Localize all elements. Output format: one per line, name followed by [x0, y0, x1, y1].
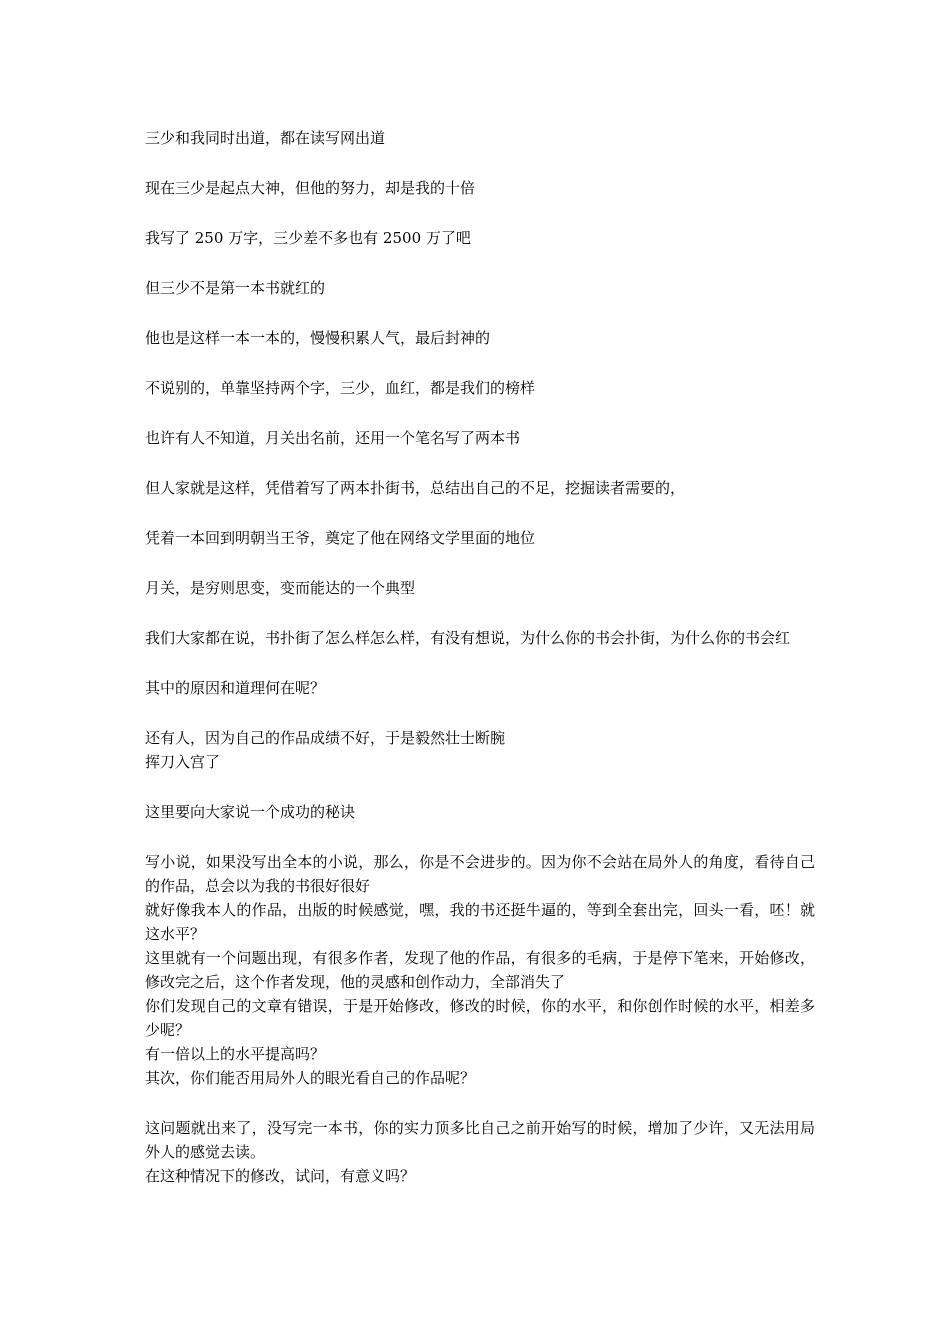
- text-line: 还有人，因为自己的作品成绩不好，于是毅然壮士断腕: [145, 729, 506, 747]
- text-line: 这问题就出来了，没写完一本书，你的实力顶多比自己之前开始写的时候，增加了少许，又无法用局外人的感觉去读。: [145, 1119, 815, 1161]
- text-line: 这里要向大家说一个成功的秘诀: [145, 803, 356, 821]
- paragraph: [145, 1116, 815, 1188]
- text-line: 其次，你们能否用局外人的眼光看自己的作品呢？: [145, 1069, 476, 1087]
- paragraph: [145, 800, 815, 824]
- text-line: 我写了 250 万字，三少差不多也有 2500 万了吧: [145, 229, 471, 247]
- text-line: 写小说，如果没写出全本的小说，那么，你是不会进步的。因为你不会站在局外人的角度，看待自己的作品，总会以为我的书很好很好: [145, 853, 815, 895]
- text-line: 现在三少是起点大神，但他的努力，却是我的十倍: [145, 179, 476, 197]
- paragraph: [145, 376, 815, 400]
- paragraph: [145, 576, 815, 600]
- paragraph: [145, 850, 815, 1090]
- text-line: 这里就有一个问题出现，有很多作者，发现了他的作品，有很多的毛病，于是停下笔来，开始修改，修改完之后，这个作者发现，他的灵感和创作动力，全部消失了: [145, 949, 815, 991]
- paragraph: [145, 276, 815, 300]
- text-line: 挥刀入宫了: [145, 753, 221, 771]
- paragraph: [145, 326, 815, 350]
- text-line: 就好像我本人的作品，出版的时候感觉，嘿，我的书还挺牛逼的，等到全套出完，回头一看，呸！就这水平？: [145, 901, 815, 943]
- text-line: 他也是这样一本一本的，慢慢积累人气，最后封神的: [145, 329, 491, 347]
- paragraph: [145, 676, 815, 700]
- text-line: 在这种情况下的修改，试问，有意义吗？: [145, 1167, 416, 1185]
- text-line: 其中的原因和道理何在呢？: [145, 679, 326, 697]
- text-line: 我们大家都在说，书扑街了怎么样怎么样，有没有想说，为什么你的书会扑街，为什么你的书会红: [145, 629, 791, 647]
- text-line: 但人家就是这样，凭借着写了两本扑街书，总结出自己的不足，挖掘读者需要的，: [145, 479, 686, 497]
- paragraph: [145, 176, 815, 200]
- document-body: [145, 126, 815, 1214]
- text-line: 月关，是穷则思变，变而能达的一个典型: [145, 579, 416, 597]
- text-line: 不说别的，单靠坚持两个字，三少，血红，都是我们的榜样: [145, 379, 536, 397]
- text-line: 你们发现自己的文章有错误，于是开始修改，修改的时候，你的水平，和你创作时候的水平，相差多少呢？: [145, 997, 815, 1039]
- paragraph: [145, 426, 815, 450]
- paragraph: [145, 476, 815, 500]
- text-line: 但三少不是第一本书就红的: [145, 279, 326, 297]
- paragraph: [145, 126, 815, 150]
- text-line: 有一倍以上的水平提高吗？: [145, 1045, 326, 1063]
- text-line: 也许有人不知道，月关出名前，还用一个笔名写了两本书: [145, 429, 521, 447]
- paragraph: [145, 726, 815, 774]
- text-line: 凭着一本回到明朝当王爷，奠定了他在网络文学里面的地位: [145, 529, 536, 547]
- paragraph: [145, 626, 815, 650]
- paragraph: [145, 226, 815, 250]
- paragraph: [145, 526, 815, 550]
- text-line: 三少和我同时出道，都在读写网出道: [145, 129, 386, 147]
